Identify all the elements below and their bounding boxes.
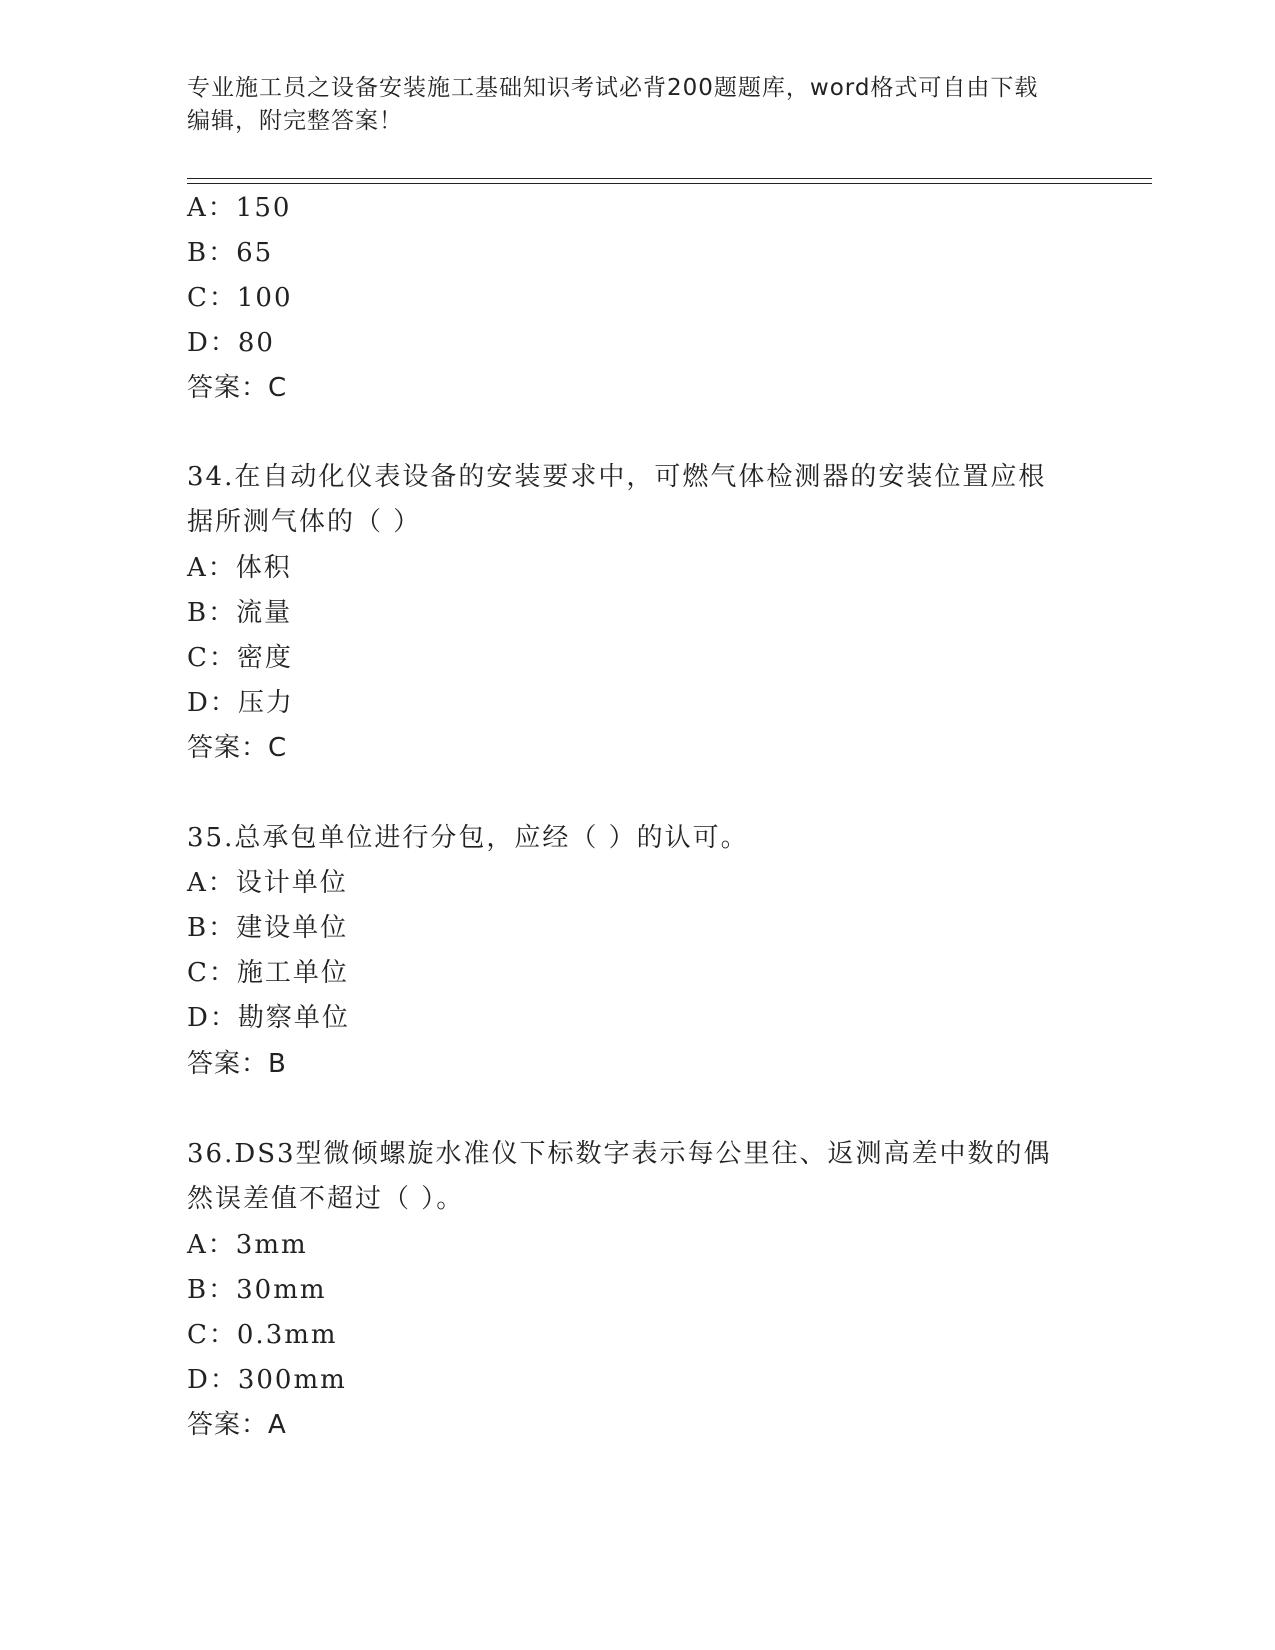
q35-stem-line-1: 35.总承包单位进行分包，应经（ ）的认可。 (187, 823, 749, 853)
q33-option-a: A：150 (187, 193, 292, 223)
q35-option-c: C：施工单位 (187, 958, 349, 988)
q36-option-a: A：3mm (187, 1230, 308, 1260)
header-line-2: 编辑，附完整答案！ (187, 108, 403, 134)
q34-answer: 答案：C (187, 733, 288, 763)
q34-stem-line-2: 据所测气体的（ ） (187, 507, 422, 537)
q35-answer: 答案：B (187, 1049, 287, 1079)
q36-answer: 答案：A (187, 1410, 287, 1440)
q36-stem-line-1: 36.DS3型微倾螺旋水准仪下标数字表示每公里往、返测高差中数的偶 (187, 1139, 1052, 1169)
q34-option-d: D：压力 (187, 688, 294, 718)
q36-option-b: B：30mm (187, 1275, 327, 1305)
q35-option-b: B：建设单位 (187, 913, 349, 943)
q36-stem-line-2: 然误差值不超过（ ）。 (187, 1184, 465, 1214)
q35-option-a: A：设计单位 (187, 868, 348, 898)
q34-stem-line-1: 34.在自动化仪表设备的安装要求中，可燃气体检测器的安装位置应根 (187, 462, 1047, 492)
q34-option-a: A：体积 (187, 553, 292, 583)
header-divider-bottom (187, 183, 1152, 184)
header-line-1: 专业施工员之设备安装施工基础知识考试必背200题题库，word格式可自由下载 (187, 75, 1039, 101)
q36-option-c: C：0.3mm (187, 1320, 338, 1350)
q33-option-d: D：80 (187, 328, 275, 358)
q33-option-b: B：65 (187, 238, 274, 268)
q35-option-d: D：勘察单位 (187, 1003, 350, 1033)
q34-option-c: C：密度 (187, 643, 293, 673)
q34-option-b: B：流量 (187, 598, 293, 628)
header-divider-top (187, 178, 1152, 179)
q33-option-c: C：100 (187, 283, 293, 313)
document-header (187, 72, 1067, 138)
q36-option-d: D：300mm (187, 1365, 347, 1395)
q33-answer: 答案：C (187, 373, 288, 403)
